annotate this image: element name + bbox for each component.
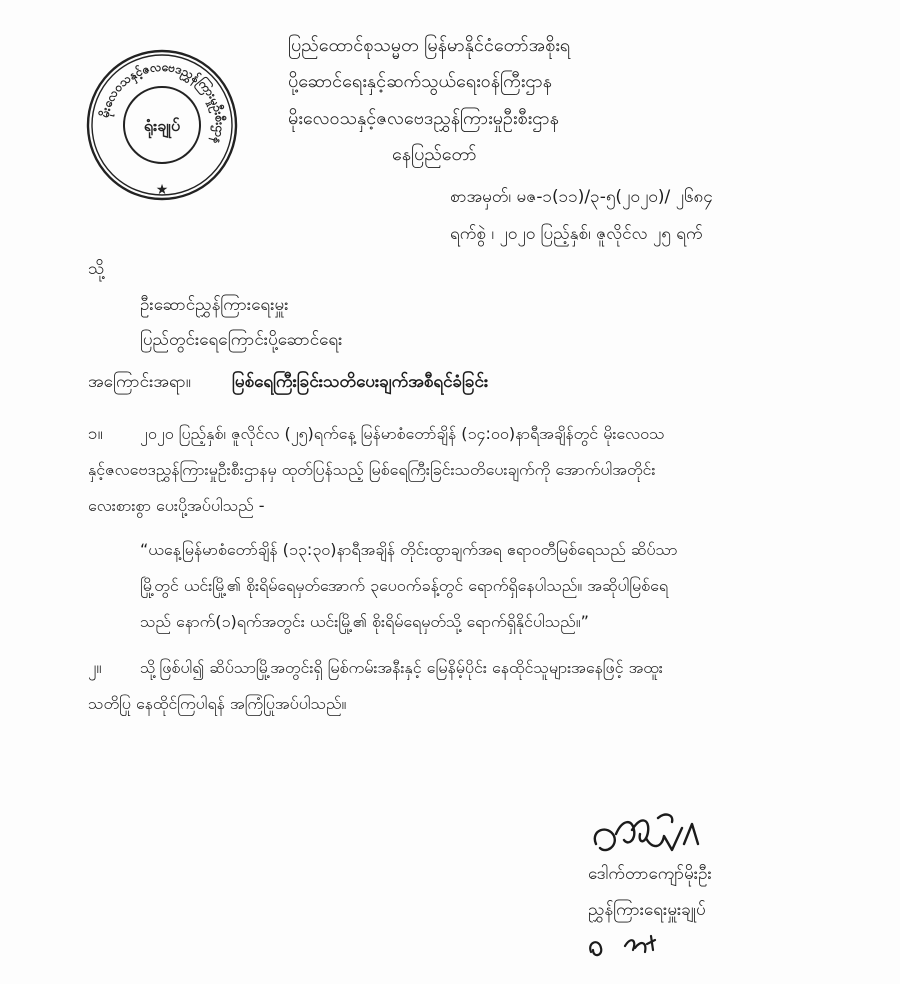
paragraph-2-line-1: သို့ဖြစ်ပါ၍ ဆိပ်သာမြို့အတွင်းရှိ မြစ်ကမ်းအနီးနှင့် မြေနိမ့်ပိုင်း နေထိုင်သူများအနေဖြင့် အထူး [140,658,663,677]
header-government: ပြည်ထောင်စုသမ္မတ မြန်မာနိုင်ငံတော်အစိုးရ [288,35,571,56]
signatory-title: ညွှန်ကြားရေးမှူးချုပ် [588,900,706,920]
paragraph-1-line-2: နှင့်ဇလဗေဒညွှန်ကြားမှုဦးစီးဌာနမှ ထုတ်ပြန်သည့် မြစ်ရေကြီးခြင်းသတိပေးချက်ကို အောက်ပါအတိုင်း [88,460,656,479]
reference-number: စာအမှတ်၊ မဇ-၁(၁၁)/၃-၅(၂၀၂၀)/ ၂၆၈၄ [450,187,713,207]
recipient-to: သို့ [88,259,105,279]
header-ministry: ပို့ဆောင်ရေးနှင့်ဆက်သွယ်ရေးဝန်ကြီးဌာန [288,71,552,92]
paragraph-1-number: ၁။ [88,424,103,444]
paragraph-1-line-3: လေးစားစွာ ပေးပို့အပ်ပါသည် - [88,496,265,515]
letter-date: ရက်စွဲ ၊ ၂၀၂၀ ပြည့်နှစ်၊ ဇူလိုင်လ ၂၅ ရက် [450,224,703,244]
handwritten-signature [588,810,718,865]
paragraph-1-line-1: ၂၀၂၀ ပြည့်နှစ်၊ ဇူလိုင်လ (၂၅)ရက်နေ့ မြန်မာစံတော်ချိန် (၁၄:၀၀)နာရီအချိန်တွင် မိုးလေဝသ [140,424,665,443]
official-seal [82,40,242,210]
header-city: နေပြည်တော် [392,144,477,165]
star-icon: ★ [155,182,169,198]
subject-text: မြစ်ရေကြီးခြင်းသတိပေးချက်အစီရင်ခံခြင်း [232,372,489,392]
quote-line-3: သည် နောက်(၁)ရက်အတွင်း ယင်းမြို့၏ စိုးရိမ်ရေမှတ်သို့ ရောက်ရှိနိုင်ပါသည်။” [140,612,589,631]
subject-label: အကြောင်းအရာ။ [88,372,191,392]
paragraph-2-line-2: သတိပြု နေထိုင်ကြပါရန် အကြံပြုအပ်ပါသည်။ [88,694,347,713]
seal-center-text: ရုံးချုပ် [143,116,181,135]
recipient-department: ပြည်တွင်းရေကြောင်းပို့ဆောင်ရေး [140,330,343,350]
recipient-name: ဦးဆောင်ညွှန်ကြားရေးမှူး [140,295,289,315]
handwritten-initials [585,922,675,962]
header-department: မိုးလေဝသနှင့်ဇလဗေဒညွှန်ကြားမှုဦးစီးဌာန [288,108,559,129]
seal-ring-text: မိုးလေဝသနှင့်ဇလဗေဒညွှန်ကြားမှုဦးစီးဌာန [97,59,228,146]
paragraph-2-number: ၂။ [88,658,102,678]
signatory-name: ဒေါက်တာကျော်မိုးဦး [588,864,712,884]
quote-line-1: “ယနေ့မြန်မာစံတော်ချိန် (၁၃:၃၀)နာရီအချိန် တိုင်းထွာချက်အရ ဧရာဝတီမြစ်ရေသည် ဆိပ်သာ [140,540,678,559]
quote-line-2: မြို့တွင် ယင်းမြို့၏ စိုးရိမ်ရေမှတ်အောက် ၃ပေ၀က်ခန့်တွင် ရောက်ရှိနေပါသည်။ အဆိုပါမြစ်ရေ [140,576,669,595]
